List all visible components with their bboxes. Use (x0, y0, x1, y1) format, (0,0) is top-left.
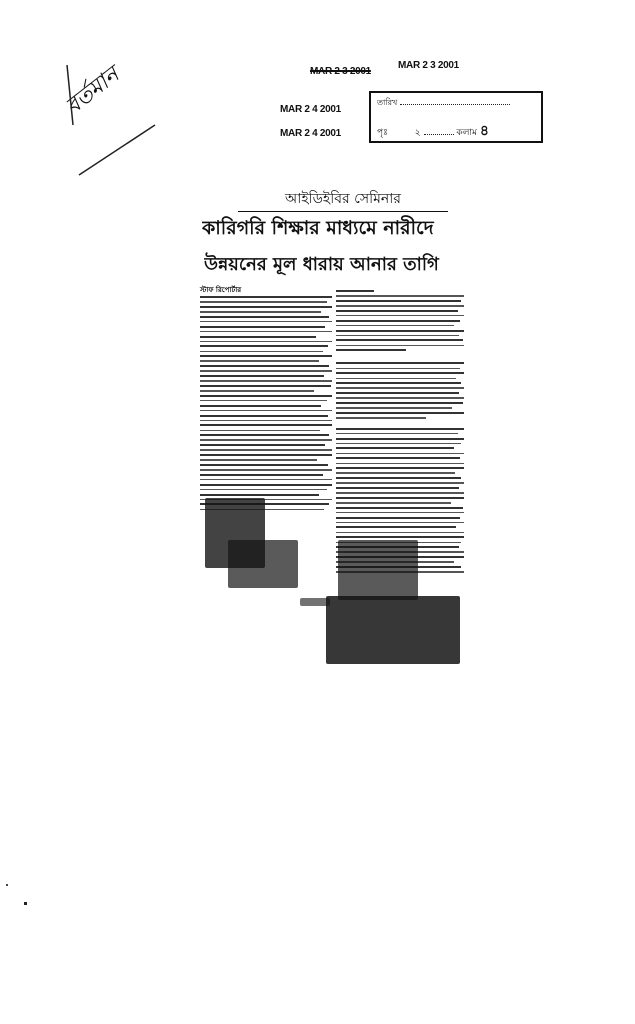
date-stamp-mid-2: MAR 2 4 2001 (280, 128, 341, 139)
article-kicker: আইডিইবির সেমিনার (238, 187, 448, 212)
date-stamp-mid-1: MAR 2 4 2001 (280, 104, 341, 115)
date-stamp-top-right: MAR 2 3 2001 (398, 60, 459, 71)
article-headline-line-1: কারিগরি শিক্ষার মাধ্যমে নারীদে (202, 217, 434, 239)
photocopy-artifact (228, 540, 298, 588)
clipping-info-box (369, 91, 543, 143)
article-headline-line-2: উন্নয়নের মূল ধারায় আনার তাগি (204, 254, 439, 275)
handwritten-strokes (55, 55, 165, 185)
clipping-row-1: তারিখ (377, 97, 510, 110)
article-byline: স্টাফ রিপোর্টার (200, 286, 242, 294)
photocopy-artifact (326, 596, 460, 664)
speck (6, 884, 8, 886)
speck (24, 902, 27, 905)
clipping-row-2: পৃঃ ২ কলাম ৪ (377, 123, 489, 139)
photocopy-artifact (300, 598, 330, 606)
handwritten-note: বর্তমান (61, 62, 125, 120)
photocopy-artifact (338, 540, 418, 600)
date-stamp-top-left: MAR 2 3 2001 (310, 66, 371, 77)
